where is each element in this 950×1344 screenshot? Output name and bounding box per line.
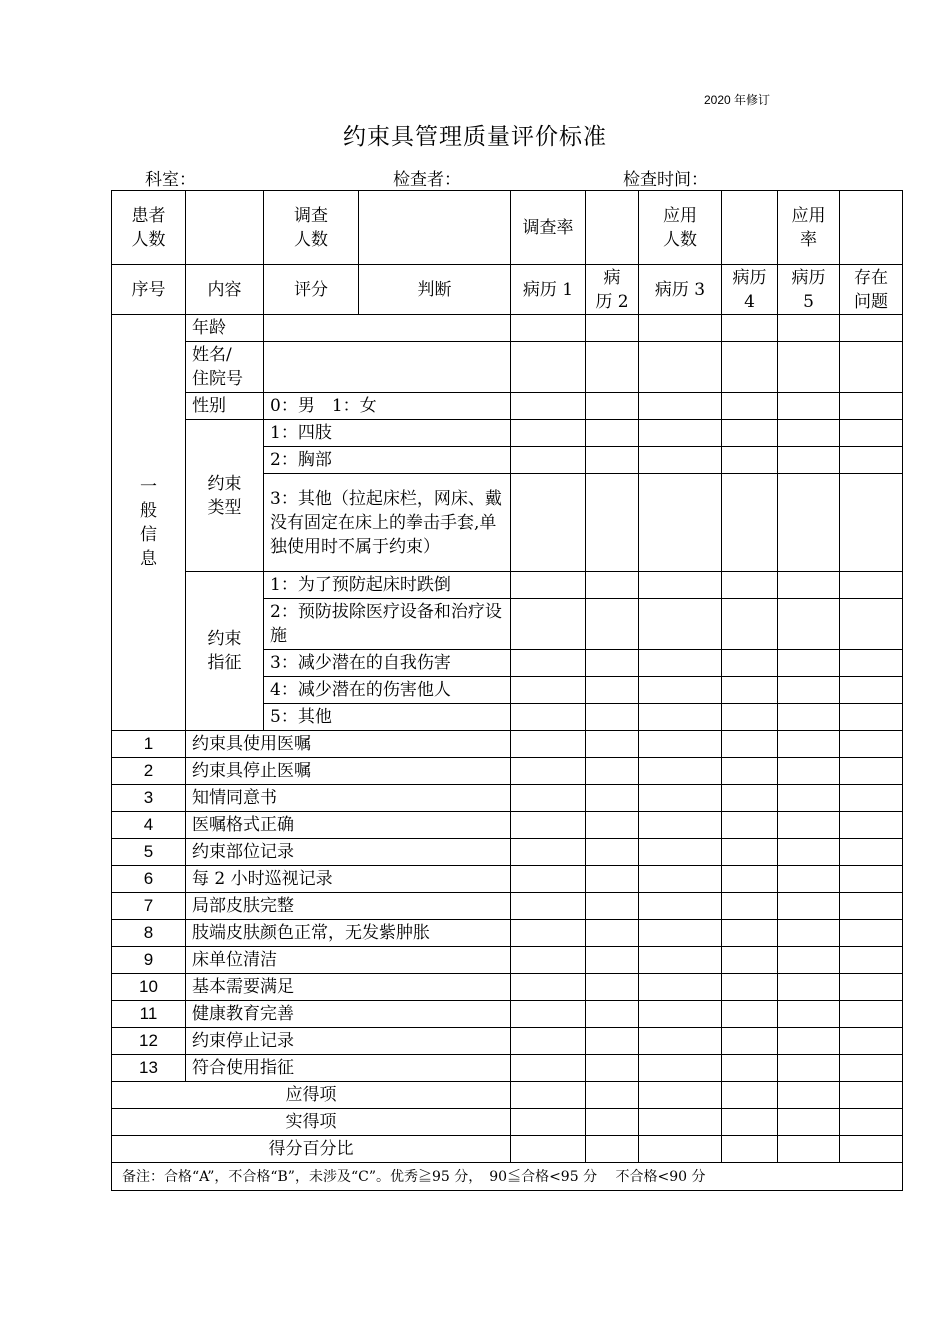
total-1-input-cell-3[interactable] bbox=[639, 1082, 722, 1109]
type-3-input-cell-1[interactable] bbox=[511, 474, 586, 572]
column-header: 内容 bbox=[186, 265, 264, 315]
item-content: 约束停止记录 bbox=[186, 1028, 511, 1055]
item-7-input-cell-4[interactable] bbox=[722, 893, 778, 920]
summary-row bbox=[112, 191, 903, 265]
item-10-input-cell-2[interactable] bbox=[586, 974, 639, 1001]
indication-4-input-cell-3[interactable] bbox=[639, 677, 722, 704]
indication-5-input-cell-1[interactable] bbox=[511, 704, 586, 731]
inspector-label: 检查者： bbox=[393, 170, 461, 190]
item-3-input-cell-4[interactable] bbox=[722, 785, 778, 812]
item-12-input-cell-2[interactable] bbox=[586, 1028, 639, 1055]
item-11-input-cell-5[interactable] bbox=[778, 1001, 840, 1028]
indication-3-input-cell-6[interactable] bbox=[840, 650, 903, 677]
type-2-input-cell-1[interactable] bbox=[511, 447, 586, 474]
note-row bbox=[112, 1163, 903, 1191]
total-1-input-cell-2[interactable] bbox=[586, 1082, 639, 1109]
header-row bbox=[112, 265, 903, 315]
application-rate-label: 应用 率 bbox=[778, 191, 840, 265]
item-6-input-cell-4[interactable] bbox=[722, 866, 778, 893]
item-number: 6 bbox=[112, 866, 186, 893]
item-9-input-cell-2[interactable] bbox=[586, 947, 639, 974]
item-1-input-cell-1[interactable] bbox=[511, 731, 586, 758]
gender-input-cell-2[interactable] bbox=[586, 393, 639, 420]
indication-1-input-cell-6[interactable] bbox=[840, 572, 903, 599]
item-content: 每 2 小时巡视记录 bbox=[186, 866, 511, 893]
column-header: 病历 4 bbox=[722, 265, 778, 315]
item-13-input-cell-6[interactable] bbox=[840, 1055, 903, 1082]
item-content: 健康教育完善 bbox=[186, 1001, 511, 1028]
total-row bbox=[112, 1136, 903, 1163]
surveyed-count-value[interactable] bbox=[359, 191, 511, 265]
total-2-input-cell-4[interactable] bbox=[722, 1109, 778, 1136]
name-id-value-cell[interactable] bbox=[264, 342, 511, 393]
indication-5-input-cell-6[interactable] bbox=[840, 704, 903, 731]
column-header: 病历 5 bbox=[778, 265, 840, 315]
indication-2-input-cell-3[interactable] bbox=[639, 599, 722, 650]
item-7-input-cell-3[interactable] bbox=[639, 893, 722, 920]
item-8-input-cell-6[interactable] bbox=[840, 920, 903, 947]
item-content: 肢端皮肤颜色正常，无发紫肿胀 bbox=[186, 920, 511, 947]
restraint-indication-option: 2：预防拔除医疗设备和治疗设施 bbox=[264, 599, 511, 650]
item-number: 9 bbox=[112, 947, 186, 974]
item-10-input-cell-5[interactable] bbox=[778, 974, 840, 1001]
item-9-input-cell-6[interactable] bbox=[840, 947, 903, 974]
item-12-input-cell-3[interactable] bbox=[639, 1028, 722, 1055]
applied-count-label: 应用 人数 bbox=[639, 191, 722, 265]
indication-4-input-cell-6[interactable] bbox=[840, 677, 903, 704]
restraint-type-label: 约束 类型 bbox=[186, 420, 264, 572]
item-6-input-cell-5[interactable] bbox=[778, 866, 840, 893]
item-9-input-cell-4[interactable] bbox=[722, 947, 778, 974]
item-12-input-cell-4[interactable] bbox=[722, 1028, 778, 1055]
application-rate-value[interactable] bbox=[840, 191, 903, 265]
gender-label: 性别 bbox=[186, 393, 264, 420]
item-5-input-cell-2[interactable] bbox=[586, 839, 639, 866]
inspection-time-label: 检查时间： bbox=[623, 170, 708, 190]
type-2-input-cell-2[interactable] bbox=[586, 447, 639, 474]
item-10-input-cell-6[interactable] bbox=[840, 974, 903, 1001]
item-5-input-cell-4[interactable] bbox=[722, 839, 778, 866]
column-header: 存在 问题 bbox=[840, 265, 903, 315]
item-2-input-cell-1[interactable] bbox=[511, 758, 586, 785]
total-2-input-cell-3[interactable] bbox=[639, 1109, 722, 1136]
indication-3-input-cell-3[interactable] bbox=[639, 650, 722, 677]
indication-1-input-cell-2[interactable] bbox=[586, 572, 639, 599]
item-content: 约束部位记录 bbox=[186, 839, 511, 866]
item-content: 局部皮肤完整 bbox=[186, 893, 511, 920]
indication-5-input-cell-2[interactable] bbox=[586, 704, 639, 731]
item-2-input-cell-5[interactable] bbox=[778, 758, 840, 785]
item-11-input-cell-4[interactable] bbox=[722, 1001, 778, 1028]
column-header: 序号 bbox=[112, 265, 186, 315]
item-4-input-cell-5[interactable] bbox=[778, 812, 840, 839]
indication-5-input-cell-3[interactable] bbox=[639, 704, 722, 731]
indication-4-input-cell-4[interactable] bbox=[722, 677, 778, 704]
item-number: 2 bbox=[112, 758, 186, 785]
gender-input-cell-5[interactable] bbox=[778, 393, 840, 420]
name-input-cell-5[interactable] bbox=[778, 342, 840, 393]
item-13-input-cell-2[interactable] bbox=[586, 1055, 639, 1082]
item-3-input-cell-5[interactable] bbox=[778, 785, 840, 812]
item-7-input-cell-2[interactable] bbox=[586, 893, 639, 920]
survey-rate-value[interactable] bbox=[586, 191, 639, 265]
total-2-input-cell-6[interactable] bbox=[840, 1109, 903, 1136]
name-id-label: 姓名/ 住院号 bbox=[186, 342, 264, 393]
indication-2-input-cell-4[interactable] bbox=[722, 599, 778, 650]
item-content: 约束具停止医嘱 bbox=[186, 758, 511, 785]
gender-input-cell-1[interactable] bbox=[511, 393, 586, 420]
item-9-input-cell-5[interactable] bbox=[778, 947, 840, 974]
general-row-name bbox=[112, 342, 903, 393]
total-2-input-cell-2[interactable] bbox=[586, 1109, 639, 1136]
item-4-input-cell-2[interactable] bbox=[586, 812, 639, 839]
type-2-input-cell-5[interactable] bbox=[778, 447, 840, 474]
type-3-input-cell-6[interactable] bbox=[840, 474, 903, 572]
type-1-input-cell-2[interactable] bbox=[586, 420, 639, 447]
total-2-input-cell-1[interactable] bbox=[511, 1109, 586, 1136]
item-3-input-cell-3[interactable] bbox=[639, 785, 722, 812]
total-3-input-cell-4[interactable] bbox=[722, 1136, 778, 1163]
item-5-input-cell-3[interactable] bbox=[639, 839, 722, 866]
indication-2-input-cell-1[interactable] bbox=[511, 599, 586, 650]
age-input-cell-2[interactable] bbox=[586, 315, 639, 342]
remarks-note: 备注：合格“A”，不合格“B”，未涉及“C”。优秀≧95 分， 90≦合格<95 分 不合格<90 分 bbox=[112, 1163, 903, 1191]
name-input-cell-3[interactable] bbox=[639, 342, 722, 393]
restraint-indication-option: 1：为了预防起床时跌倒 bbox=[264, 572, 511, 599]
type-2-input-cell-3[interactable] bbox=[639, 447, 722, 474]
item-2-input-cell-3[interactable] bbox=[639, 758, 722, 785]
indication-5-input-cell-4[interactable] bbox=[722, 704, 778, 731]
item-number: 11 bbox=[112, 1001, 186, 1028]
item-13-input-cell-1[interactable] bbox=[511, 1055, 586, 1082]
indication-5-input-cell-5[interactable] bbox=[778, 704, 840, 731]
item-5-input-cell-5[interactable] bbox=[778, 839, 840, 866]
indication-3-input-cell-5[interactable] bbox=[778, 650, 840, 677]
indication-1-input-cell-1[interactable] bbox=[511, 572, 586, 599]
total-1-input-cell-5[interactable] bbox=[778, 1082, 840, 1109]
restraint-type-option: 2：胸部 bbox=[264, 447, 511, 474]
item-10-input-cell-4[interactable] bbox=[722, 974, 778, 1001]
item-row bbox=[112, 974, 903, 1001]
item-content: 基本需要满足 bbox=[186, 974, 511, 1001]
name-input-cell-2[interactable] bbox=[586, 342, 639, 393]
restraint-indication-option: 5：其他 bbox=[264, 704, 511, 731]
item-8-input-cell-5[interactable] bbox=[778, 920, 840, 947]
item-5-input-cell-1[interactable] bbox=[511, 839, 586, 866]
restraint-indication-option: 3：减少潜在的自我伤害 bbox=[264, 650, 511, 677]
item-number: 10 bbox=[112, 974, 186, 1001]
item-13-input-cell-3[interactable] bbox=[639, 1055, 722, 1082]
item-1-input-cell-3[interactable] bbox=[639, 731, 722, 758]
item-2-input-cell-4[interactable] bbox=[722, 758, 778, 785]
general-row-age bbox=[112, 315, 903, 342]
column-header: 评分 bbox=[264, 265, 359, 315]
item-number: 5 bbox=[112, 839, 186, 866]
total-row bbox=[112, 1082, 903, 1109]
item-11-input-cell-3[interactable] bbox=[639, 1001, 722, 1028]
type-2-input-cell-4[interactable] bbox=[722, 447, 778, 474]
indication-1-input-cell-5[interactable] bbox=[778, 572, 840, 599]
item-12-input-cell-5[interactable] bbox=[778, 1028, 840, 1055]
total-3-input-cell-2[interactable] bbox=[586, 1136, 639, 1163]
item-9-input-cell-1[interactable] bbox=[511, 947, 586, 974]
restraint-indication-option: 4：减少潜在的伤害他人 bbox=[264, 677, 511, 704]
indication-2-input-cell-6[interactable] bbox=[840, 599, 903, 650]
item-6-input-cell-6[interactable] bbox=[840, 866, 903, 893]
column-header: 病历 1 bbox=[511, 265, 586, 315]
type-3-input-cell-5[interactable] bbox=[778, 474, 840, 572]
item-7-input-cell-5[interactable] bbox=[778, 893, 840, 920]
type-3-input-cell-2[interactable] bbox=[586, 474, 639, 572]
gender-input-cell-4[interactable] bbox=[722, 393, 778, 420]
item-4-input-cell-3[interactable] bbox=[639, 812, 722, 839]
item-row bbox=[112, 1028, 903, 1055]
item-content: 符合使用指征 bbox=[186, 1055, 511, 1082]
total-1-input-cell-1[interactable] bbox=[511, 1082, 586, 1109]
total-3-input-cell-6[interactable] bbox=[840, 1136, 903, 1163]
total-label: 实得项 bbox=[112, 1109, 511, 1136]
indication-3-input-cell-1[interactable] bbox=[511, 650, 586, 677]
restraint-indication-label: 约束 指征 bbox=[186, 572, 264, 731]
patients-count-label: 患者 人数 bbox=[112, 191, 186, 265]
item-7-input-cell-6[interactable] bbox=[840, 893, 903, 920]
type-3-input-cell-4[interactable] bbox=[722, 474, 778, 572]
item-8-input-cell-1[interactable] bbox=[511, 920, 586, 947]
indication-4-input-cell-2[interactable] bbox=[586, 677, 639, 704]
item-7-input-cell-1[interactable] bbox=[511, 893, 586, 920]
general-info-label: 一 般 信 息 bbox=[112, 315, 186, 731]
item-row bbox=[112, 947, 903, 974]
item-number: 13 bbox=[112, 1055, 186, 1082]
gender-input-cell-6[interactable] bbox=[840, 393, 903, 420]
age-input-cell-6[interactable] bbox=[840, 315, 903, 342]
item-1-input-cell-6[interactable] bbox=[840, 731, 903, 758]
item-10-input-cell-1[interactable] bbox=[511, 974, 586, 1001]
item-4-input-cell-4[interactable] bbox=[722, 812, 778, 839]
total-3-input-cell-3[interactable] bbox=[639, 1136, 722, 1163]
indication-3-input-cell-4[interactable] bbox=[722, 650, 778, 677]
indication-2-input-cell-5[interactable] bbox=[778, 599, 840, 650]
gender-options: 0：男 1：女 bbox=[264, 393, 511, 420]
item-1-input-cell-4[interactable] bbox=[722, 731, 778, 758]
age-label: 年龄 bbox=[186, 315, 264, 342]
item-12-input-cell-1[interactable] bbox=[511, 1028, 586, 1055]
item-3-input-cell-6[interactable] bbox=[840, 785, 903, 812]
item-4-input-cell-6[interactable] bbox=[840, 812, 903, 839]
item-content: 医嘱格式正确 bbox=[186, 812, 511, 839]
applied-count-value[interactable] bbox=[722, 191, 778, 265]
item-2-input-cell-6[interactable] bbox=[840, 758, 903, 785]
name-input-cell-6[interactable] bbox=[840, 342, 903, 393]
item-6-input-cell-3[interactable] bbox=[639, 866, 722, 893]
item-row bbox=[112, 758, 903, 785]
item-8-input-cell-2[interactable] bbox=[586, 920, 639, 947]
restraint-indication-row bbox=[112, 572, 903, 599]
item-number: 8 bbox=[112, 920, 186, 947]
item-6-input-cell-2[interactable] bbox=[586, 866, 639, 893]
age-input-cell-1[interactable] bbox=[511, 315, 586, 342]
item-row bbox=[112, 1001, 903, 1028]
item-row bbox=[112, 866, 903, 893]
item-row bbox=[112, 1055, 903, 1082]
item-content: 知情同意书 bbox=[186, 785, 511, 812]
indication-3-input-cell-2[interactable] bbox=[586, 650, 639, 677]
item-content: 床单位清洁 bbox=[186, 947, 511, 974]
age-input-cell-5[interactable] bbox=[778, 315, 840, 342]
total-3-input-cell-1[interactable] bbox=[511, 1136, 586, 1163]
restraint-type-row bbox=[112, 420, 903, 447]
column-header: 病 历 2 bbox=[586, 265, 639, 315]
type-1-input-cell-1[interactable] bbox=[511, 420, 586, 447]
patients-count-value[interactable] bbox=[186, 191, 264, 265]
total-1-input-cell-6[interactable] bbox=[840, 1082, 903, 1109]
item-12-input-cell-6[interactable] bbox=[840, 1028, 903, 1055]
item-number: 7 bbox=[112, 893, 186, 920]
type-2-input-cell-6[interactable] bbox=[840, 447, 903, 474]
total-2-input-cell-5[interactable] bbox=[778, 1109, 840, 1136]
item-4-input-cell-1[interactable] bbox=[511, 812, 586, 839]
type-1-input-cell-4[interactable] bbox=[722, 420, 778, 447]
item-number: 3 bbox=[112, 785, 186, 812]
item-1-input-cell-2[interactable] bbox=[586, 731, 639, 758]
total-1-input-cell-4[interactable] bbox=[722, 1082, 778, 1109]
name-input-cell-4[interactable] bbox=[722, 342, 778, 393]
total-3-input-cell-5[interactable] bbox=[778, 1136, 840, 1163]
item-6-input-cell-1[interactable] bbox=[511, 866, 586, 893]
item-row bbox=[112, 812, 903, 839]
age-input-cell-3[interactable] bbox=[639, 315, 722, 342]
item-row bbox=[112, 731, 903, 758]
item-3-input-cell-2[interactable] bbox=[586, 785, 639, 812]
item-8-input-cell-3[interactable] bbox=[639, 920, 722, 947]
indication-4-input-cell-5[interactable] bbox=[778, 677, 840, 704]
general-row-gender bbox=[112, 393, 903, 420]
item-row bbox=[112, 893, 903, 920]
total-row bbox=[112, 1109, 903, 1136]
age-input-cell-4[interactable] bbox=[722, 315, 778, 342]
column-header: 病历 3 bbox=[639, 265, 722, 315]
age-value-cell[interactable] bbox=[264, 315, 511, 342]
restraint-type-option: 3：其他（拉起床栏，网床、戴没有固定在床上的拳击手套,单独使用时不属于约束） bbox=[264, 474, 511, 572]
item-13-input-cell-5[interactable] bbox=[778, 1055, 840, 1082]
item-13-input-cell-4[interactable] bbox=[722, 1055, 778, 1082]
item-2-input-cell-2[interactable] bbox=[586, 758, 639, 785]
item-content: 约束具使用医嘱 bbox=[186, 731, 511, 758]
restraint-type-option: 1：四肢 bbox=[264, 420, 511, 447]
evaluation-table bbox=[111, 190, 903, 1191]
surveyed-count-label: 调查 人数 bbox=[264, 191, 359, 265]
item-1-input-cell-5[interactable] bbox=[778, 731, 840, 758]
item-11-input-cell-1[interactable] bbox=[511, 1001, 586, 1028]
indication-1-input-cell-3[interactable] bbox=[639, 572, 722, 599]
item-number: 4 bbox=[112, 812, 186, 839]
item-number: 12 bbox=[112, 1028, 186, 1055]
indication-2-input-cell-2[interactable] bbox=[586, 599, 639, 650]
page-title: 约束具管理质量评价标准 bbox=[343, 124, 607, 150]
item-row bbox=[112, 920, 903, 947]
item-row bbox=[112, 785, 903, 812]
item-3-input-cell-1[interactable] bbox=[511, 785, 586, 812]
department-label: 科室： bbox=[145, 170, 196, 190]
revision-note: 2020 年修订 bbox=[704, 93, 771, 107]
item-5-input-cell-6[interactable] bbox=[840, 839, 903, 866]
type-1-input-cell-5[interactable] bbox=[778, 420, 840, 447]
gender-input-cell-3[interactable] bbox=[639, 393, 722, 420]
item-9-input-cell-3[interactable] bbox=[639, 947, 722, 974]
name-input-cell-1[interactable] bbox=[511, 342, 586, 393]
total-label: 应得项 bbox=[112, 1082, 511, 1109]
item-8-input-cell-4[interactable] bbox=[722, 920, 778, 947]
indication-4-input-cell-1[interactable] bbox=[511, 677, 586, 704]
item-10-input-cell-3[interactable] bbox=[639, 974, 722, 1001]
survey-rate-label: 调查率 bbox=[511, 191, 586, 265]
item-number: 1 bbox=[112, 731, 186, 758]
total-label: 得分百分比 bbox=[112, 1136, 511, 1163]
type-3-input-cell-3[interactable] bbox=[639, 474, 722, 572]
column-header: 判断 bbox=[359, 265, 511, 315]
type-1-input-cell-6[interactable] bbox=[840, 420, 903, 447]
indication-1-input-cell-4[interactable] bbox=[722, 572, 778, 599]
type-1-input-cell-3[interactable] bbox=[639, 420, 722, 447]
item-11-input-cell-2[interactable] bbox=[586, 1001, 639, 1028]
item-row bbox=[112, 839, 903, 866]
item-11-input-cell-6[interactable] bbox=[840, 1001, 903, 1028]
